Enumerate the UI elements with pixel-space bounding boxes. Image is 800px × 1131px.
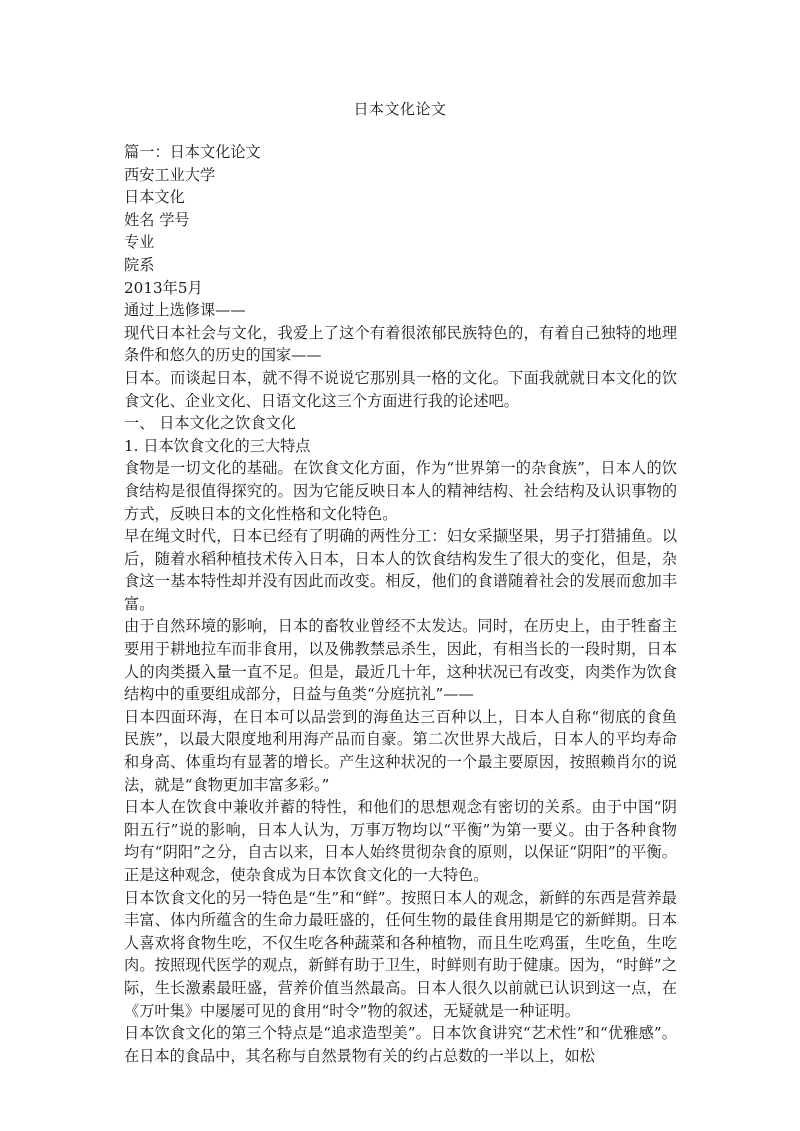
document-title: 日本文化论文 [353, 100, 447, 118]
body-paragraph: 日本饮食文化的第三个特点是“追求造型美”。日本饮食讲究“艺术性”和“优雅感”。在日本的食品中，其名称与自然景物有关的约占总数的一半以上，如松 [124, 1024, 677, 1065]
body-paragraph: 通过上选修课—— [124, 301, 246, 320]
section-heading: 篇一：日本文化论文 [124, 143, 261, 161]
body-paragraph: 日本人在饮食中兼收并蓄的特性，和他们的思想观念有密切的关系。由于中国“阴阳五行”说的影响，日本人认为，万事万物均以“平衡”为第一要义。由于各种食物均有“阴阳”之分，自古以来，日本人始终贯彻杂食的原则，以保证“阴阳”的平衡。正是这种观念，使杂食成为日本饮食文化的一大特色。 [124, 798, 677, 884]
body-paragraph: 日本饮食文化的另一特色是“生”和“鲜”。按照日本人的观念，新鲜的东西是营养最丰富、体内所蕴含的生命力最旺盛的，任何生物的最佳食用期是它的新鲜期。日本人喜欢将食物生吃，不仅生吃各种蔬菜和各种植物，而且生吃鸡蛋，生吃鱼，生吃肉。按照现代医学的观点，新鲜有助于卫生，时鲜则有助于健康。因为，“时鲜”之际，生长激素最旺盛，营养价值当然最高。日本人很久以前就已认识到这一点，在《万叶集》中屡屡可见的食用“时令”物的叙述，无疑就是一种证明。 [124, 888, 677, 1020]
body-paragraph: 日本四面环海，在日本可以品尝到的海鱼达三百种以上，日本人自称“彻底的食鱼民族”，以最大限度地利用海产品而自豪。第二次世界大战后，日本人的平均寿命和身高、体重均有显著的增长。产生这种状况的一个最主要原因，按照赖肖尔的说法，就是“食物更加丰富多彩。” [124, 707, 677, 794]
document-body [124, 141, 677, 1067]
body-paragraph: 食物是一切文化的基础。在饮食文化方面，作为“世界第一的杂食族”，日本人的饮食结构是很值得探究的。因为它能反映日本人的精神结构、社会结构及认识事物的方式，反映日本的文化性格和文化特色。 [124, 459, 677, 523]
body-paragraph: 早在绳文时代，日本已经有了明确的两性分工：妇女采撷坚果，男子打猎捕鱼。以后，随着水稻种植技术传入日本，日本人的饮食结构发生了很大的变化，但是，杂食这一基本特性却并没有因此而改变。相反，他们的食谱随着社会的发展而愈加丰富。 [124, 527, 677, 613]
major-line: 专业 [124, 233, 155, 252]
chapter-heading: 一、 日本文化之饮食文化 [124, 414, 296, 433]
course-line: 日本文化 [124, 188, 185, 207]
name-id-line: 姓名 学号 [124, 210, 190, 229]
body-paragraph: 由于自然环境的影响，日本的畜牧业曾经不太发达。同时，在历史上，由于牲畜主要用于耕地拉车而非食用，以及佛教禁忌杀生，因此，有相当长的一段时期，日本人的肉类摄入量一直不足。但是，最近几十年，这种状况已有改变，肉类作为饮食结构中的重要组成部分，日益与鱼类“分庭抗礼”—— [124, 617, 677, 704]
department-line: 院系 [124, 255, 155, 274]
body-paragraph: 日本。而谈起日本，就不得不说说它那别具一格的文化。下面我就就日本文化的饮食文化、企业文化、日语文化这三个方面进行我的论述吧。 [124, 368, 677, 410]
subsection-heading: 1. 日本饮食文化的三大特点 [124, 436, 311, 455]
university-line: 西安工业大学 [124, 165, 216, 184]
date-line: 2013年5月 [124, 278, 203, 297]
body-paragraph: 现代日本社会与文化，我爱上了这个有着很浓郁民族特色的，有着自己独特的地理条件和悠久的历史的国家—— [124, 323, 677, 365]
